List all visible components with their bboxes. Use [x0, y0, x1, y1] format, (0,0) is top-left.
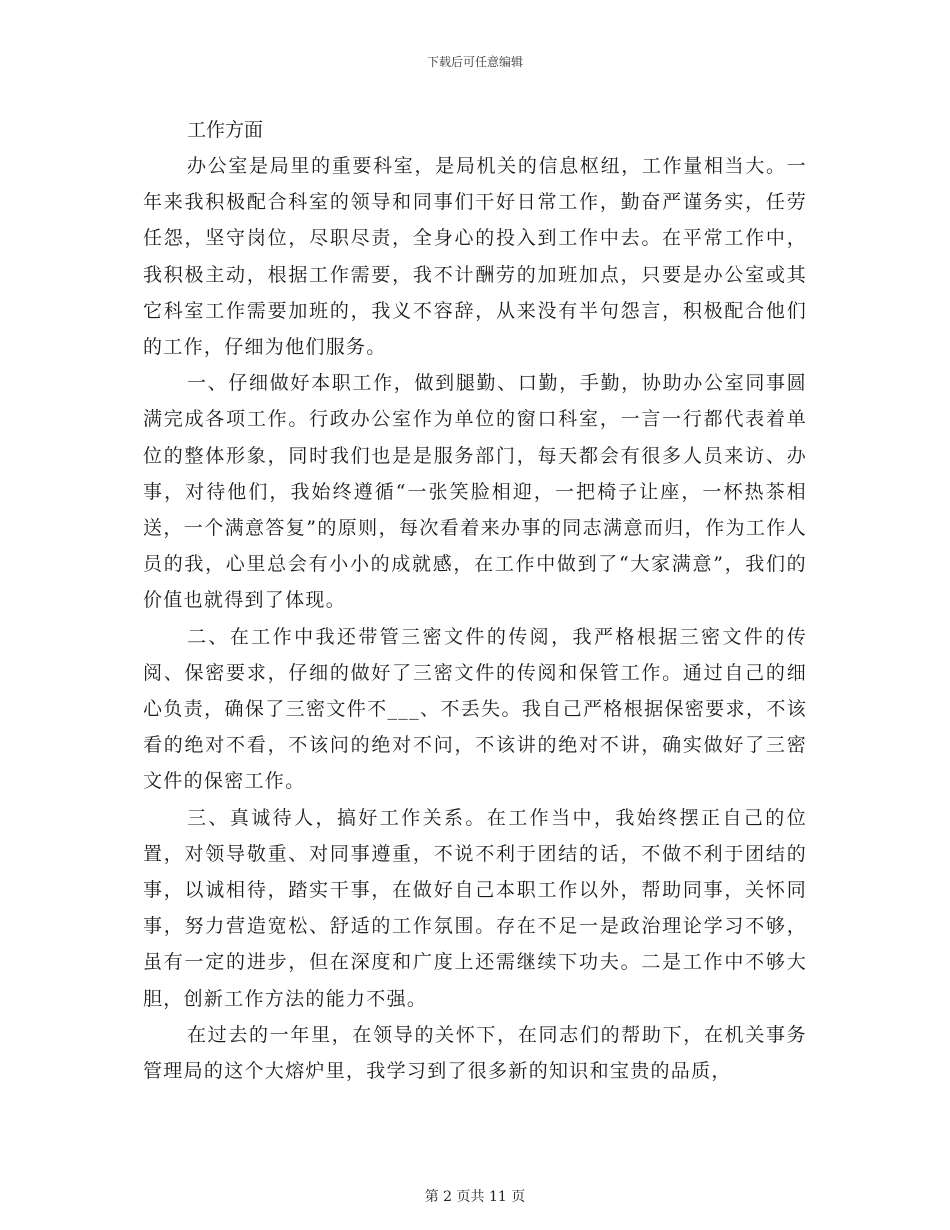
- paragraph-point-two: 二、在工作中我还带管三密文件的传阅，我严格根据三密文件的传阅、保密要求，仔细的做好了三密文件的传阅和保管工作。通过自己的细心负责，确保了三密文件不___、不丢失。我自己严格根据保密要求，不该看的绝对不看，不该问的绝对不问，不该讲的绝对不讲，确实做好了三密文件的保密工作。: [143, 625, 807, 793]
- paragraph-closing: 在过去的一年里，在领导的关怀下，在同志们的帮助下，在机关事务管理局的这个大熔炉里，我学习到了很多新的知识和宝贵的品质，: [143, 1023, 807, 1083]
- page-header: 下载后可任意编辑: [426, 55, 523, 69]
- section-heading: 工作方面: [187, 119, 264, 141]
- document-body: [143, 112, 807, 1089]
- paragraph-point-one: 一、仔细做好本职工作，做到腿勤、口勤，手勤，协助办公室同事圆满完成各项工作。行政办公室作为单位的窗口科室，一言一行都代表着单位的整体形象，同时我们也是是服务部门，每天都会有很多人员来访、办事，对待他们，我始终遵循“一张笑脸相迎，一把椅子让座，一杯热茶相送，一个满意答复”的原则，每次看着来办事的同志满意而归，作为工作人员的我，心里总会有小小的成就感，在工作中做到了“大家满意”，我们的价值也就得到了体现。: [143, 372, 807, 612]
- paragraph-intro: 办公室是局里的重要科室，是局机关的信息枢纽，工作量相当大。一年来我积极配合科室的领导和同事们干好日常工作，勤奋严谨务实，任劳任怨，坚守岗位，尽职尽责，全身心的投入到工作中去。在平常工作中，我积极主动，根据工作需要，我不计酬劳的加班加点，只要是办公室或其它科室工作需要加班的，我义不容辞，从来没有半句怨言，积极配合他们的工作，仔细为他们服务。: [143, 155, 807, 359]
- page-footer: 第 2 页共 11 页: [424, 1189, 526, 1205]
- paragraph-point-three: 三、真诚待人，搞好工作关系。在工作当中，我始终摆正自己的位置，对领导敬重、对同事遵重，不说不利于团结的话，不做不利于团结的事，以诚相待，踏实干事，在做好自己本职工作以外，帮助同事，关怀同事，努力营造宽松、舒适的工作氛围。存在不足一是政治理论学习不够，虽有一定的进步，但在深度和广度上还需继续下功夫。二是工作中不够大胆，创新工作方法的能力不强。: [143, 806, 807, 1010]
